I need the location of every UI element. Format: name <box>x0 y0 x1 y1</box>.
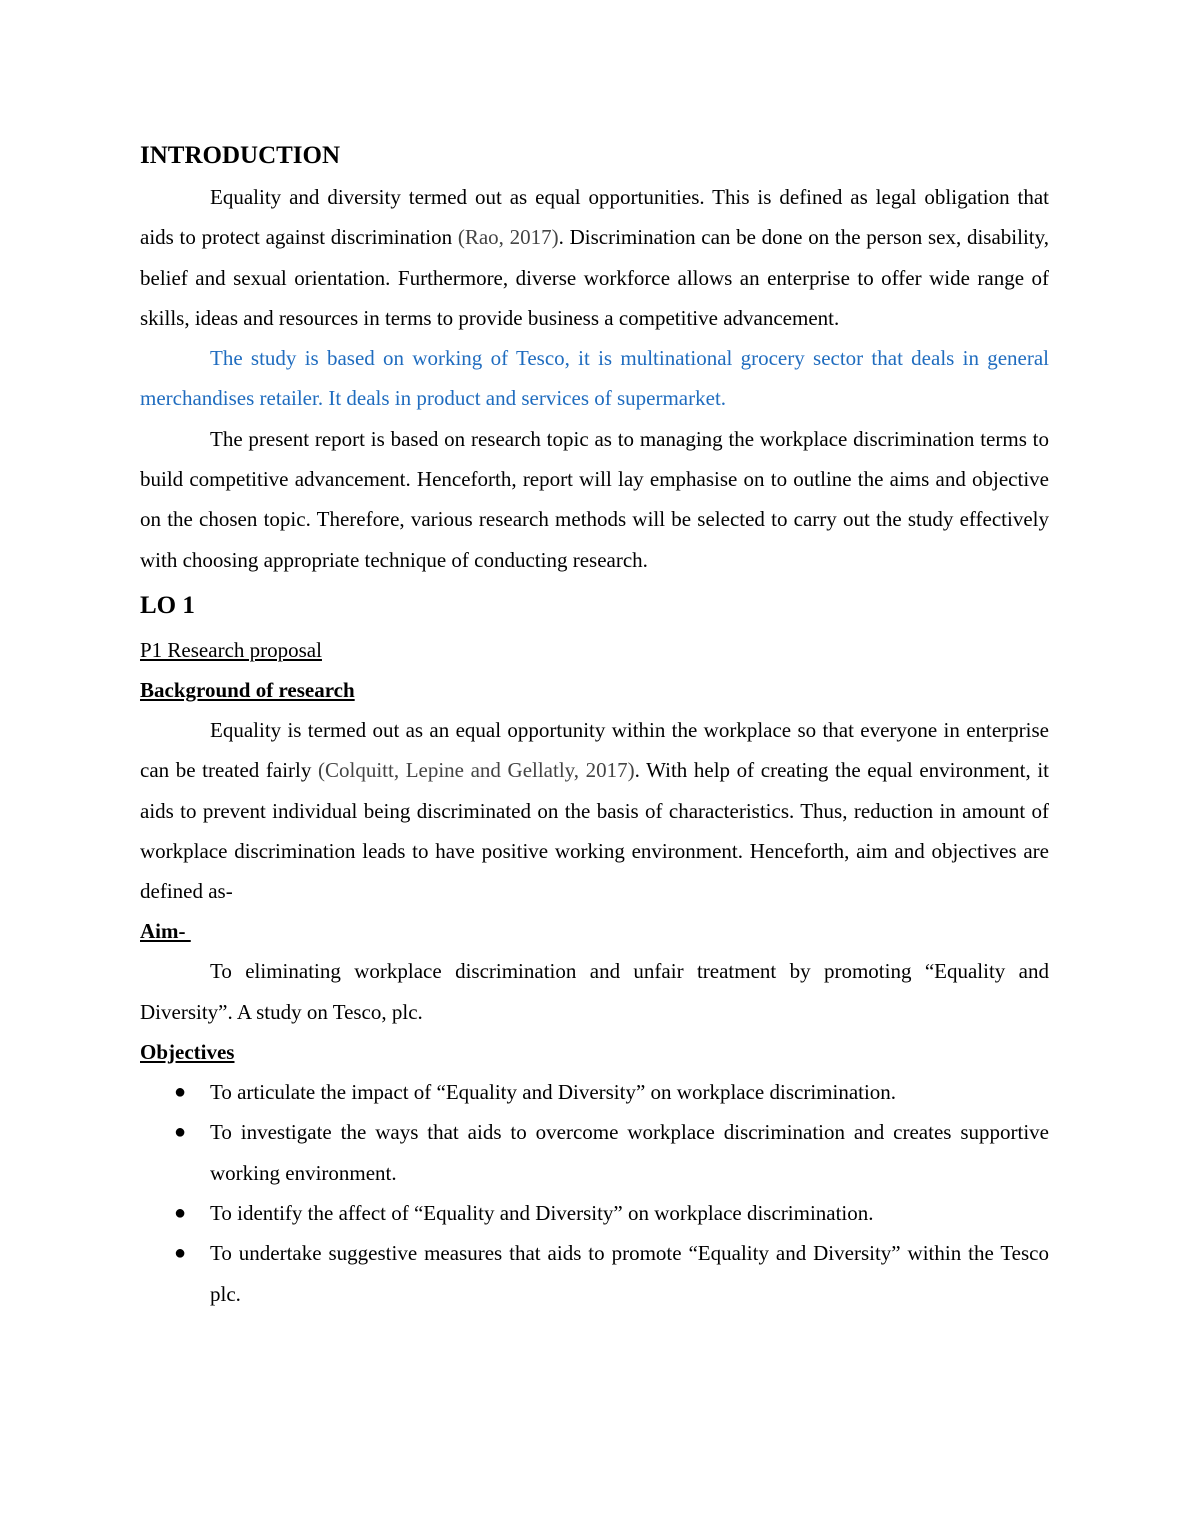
objective-item <box>140 1233 1049 1314</box>
document-page <box>140 138 1049 1314</box>
objective-item <box>140 1112 1049 1193</box>
objective-item <box>140 1193 1049 1233</box>
bullet-icon: ● <box>174 1201 187 1224</box>
objective-text: To undertake suggestive measures that aids to promote “Equality and Diversity” within the Tesco plc. <box>210 1241 1049 1306</box>
background-title: Background of research <box>140 677 355 702</box>
bullet-icon: ● <box>174 1081 187 1104</box>
objective-text: To identify the affect of “Equality and Diversity” on workplace discrimination. <box>210 1200 874 1225</box>
lo1-heading: LO 1 <box>140 591 195 619</box>
background-text-start: Equality is termed out as an equal opportunity within the workplace so that everyone in enterprise can be treated fairly <box>140 717 1049 783</box>
citation-colquitt-2017: (Colquitt, Lepine and Gellatly, 2017) <box>318 758 635 783</box>
aim-paragraph: To eliminating workplace discrimination and unfair treatment by promoting “Equality and Diversity”. A study on Tesco, plc. <box>140 959 1049 1024</box>
bullet-icon: ● <box>174 1242 187 1265</box>
intro-p1-text-end: . Discrimination can be done on the person sex, disability, belief and sexual orientation. Furthermore, diverse workforce allows an enterprise to offer wide range of skills, ideas and resources in terms to provide business a competitive advancement. <box>140 225 1049 330</box>
intro-paragraph-3: The present report is based on research topic as to managing the workplace discrimination terms to build competitive advancement. Henceforth, report will lay emphasise on to outline the aims and objective on the chosen topic. Therefore, various research methods will be selected to carry out the study effectively with choosing appropriate technique of conducting research. <box>140 426 1049 572</box>
aim-title-text: Aim- <box>140 919 191 944</box>
objectives-list <box>140 1072 1049 1314</box>
objective-item <box>140 1072 1049 1112</box>
intro-paragraph-2-tesco: The study is based on working of Tesco, it is multinational grocery sector that deals in general merchandises retailer. It deals in product and services of supermarket. <box>140 346 1049 411</box>
objective-text: To articulate the impact of “Equality and Diversity” on workplace discrimination. <box>210 1080 897 1105</box>
intro-p1-text-start: Equality and diversity termed out as equal opportunities. This is defined as legal obligation that aids to protect against discrimination <box>140 185 1049 250</box>
bullet-icon: ● <box>174 1121 187 1144</box>
introduction-heading: INTRODUCTION <box>140 142 341 169</box>
background-paragraph <box>140 710 1049 911</box>
research-proposal-title: P1 Research proposal <box>140 637 322 662</box>
objectives-title: Objectives <box>140 1040 235 1065</box>
citation-rao-2017: (Rao, 2017) <box>457 225 559 250</box>
aim-title <box>140 911 1049 951</box>
intro-paragraph-1 <box>140 177 1049 338</box>
objective-text: To investigate the ways that aids to overcome workplace discrimination and creates supportive working environment. <box>210 1120 1049 1185</box>
background-text-end: . With help of creating the equal environment, it aids to prevent individual being discriminated on the basis of characteristics. Thus, reduction in amount of workplace discrimination leads to have positive working environment. Henceforth, aim and objectives are defined as- <box>140 758 1049 904</box>
